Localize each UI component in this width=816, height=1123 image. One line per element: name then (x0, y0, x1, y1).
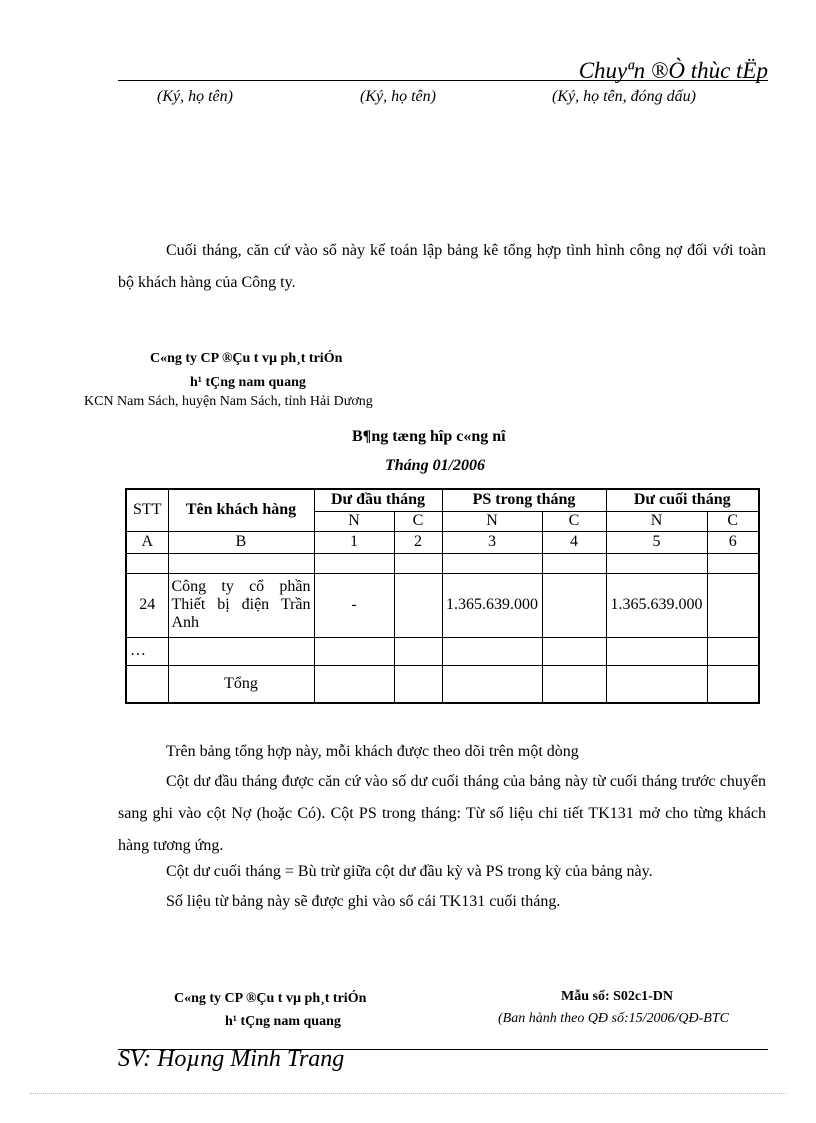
row-ps-debit: 1.365.639.000 (442, 573, 542, 637)
total-label: Tổng (168, 665, 314, 703)
intro-paragraph: Cuối tháng, căn cứ vào sổ này kế toán lập bảng kê tổng hợp tình hình công nợ đối với toàn bộ khách hàng của Công ty. (118, 242, 766, 291)
company-name-line1: C«ng ty CP ®Çu t vµ ph¸t triÓn (150, 351, 343, 366)
company-name-line2: h¹ tÇng nam quang (190, 375, 306, 390)
code-cell: 4 (542, 531, 606, 553)
note-2: Cột dư đầu tháng được căn cứ vào số dư cuối tháng của bảng này từ cuối tháng trước chuyển sang ghi vào cột Nợ (hoặc Có). Cột PS trong tháng: Từ số liệu chi tiết TK131 mở cho từng khách hàng tương ứng. (118, 773, 766, 854)
code-cell: 5 (606, 531, 707, 553)
row-closing-credit (707, 573, 759, 637)
code-cell: B (168, 531, 314, 553)
signature-label-2: (Ký, họ tên) (360, 88, 436, 105)
code-cell: 1 (314, 531, 394, 553)
row-stt: 24 (126, 573, 168, 637)
form-code: Mẫu số: S02c1-DN (561, 989, 673, 1004)
company-address: KCN Nam Sách, huyện Nam Sách, tỉnh Hải Dương (84, 394, 373, 409)
signature-label-1: (Ký, họ tên) (157, 88, 233, 105)
note-4: Số liệu từ bảng này sẽ được ghi vào sổ cái TK131 cuối tháng. (166, 893, 561, 910)
signature-label-3: (Ký, họ tên, đóng dấu) (552, 88, 696, 105)
table-title: B¶ng tæng hîp c«ng nî (352, 428, 506, 445)
student-name: SV: Hoµng Minh Trang (118, 1046, 345, 1072)
row-customer-name: Công ty cổ phần Thiết bị điện Trần Anh (168, 573, 314, 637)
header-debit: N (606, 511, 707, 531)
code-cell: A (126, 531, 168, 553)
header-ps-in-month: PS trong tháng (442, 489, 606, 511)
header-customer-name: Tên khách hàng (168, 489, 314, 531)
row-ps-credit (542, 573, 606, 637)
note-3: Cột dư cuối tháng = Bù trừ giữa cột dư đầu kỳ và PS trong kỳ của bảng này. (166, 863, 653, 880)
form-company-line2: h¹ tÇng nam quang (225, 1014, 341, 1029)
header-closing-balance: Dư cuối tháng (606, 489, 759, 511)
header-credit: C (707, 511, 759, 531)
header-opening-balance: Dư đầu tháng (314, 489, 442, 511)
form-company-line1: C«ng ty CP ®Çu t vµ ph¸t triÓn (174, 991, 367, 1006)
page-bottom-divider (30, 1093, 786, 1094)
header-stt: STT (126, 489, 168, 531)
header-credit: C (394, 511, 442, 531)
note-1: Trên bảng tổng hợp này, mỗi khách được theo dõi trên một dòng (166, 743, 579, 760)
row-opening-debit: - (314, 573, 394, 637)
header-debit: N (442, 511, 542, 531)
debt-summary-table (125, 488, 760, 704)
row-opening-credit (394, 573, 442, 637)
header-divider (118, 80, 768, 81)
header-credit: C (542, 511, 606, 531)
row-closing-debit: 1.365.639.000 (606, 573, 707, 637)
code-cell: 2 (394, 531, 442, 553)
table-subtitle: Tháng 01/2006 (385, 457, 486, 474)
header-debit: N (314, 511, 394, 531)
row-ellipsis: … (126, 637, 168, 665)
code-cell: 6 (707, 531, 759, 553)
table-row (126, 573, 759, 637)
code-cell: 3 (442, 531, 542, 553)
form-decision: (Ban hành theo QĐ số:15/2006/QĐ-BTC (498, 1011, 729, 1026)
header-title: Chuyªn ®Ò thùc tËp (578, 58, 768, 83)
